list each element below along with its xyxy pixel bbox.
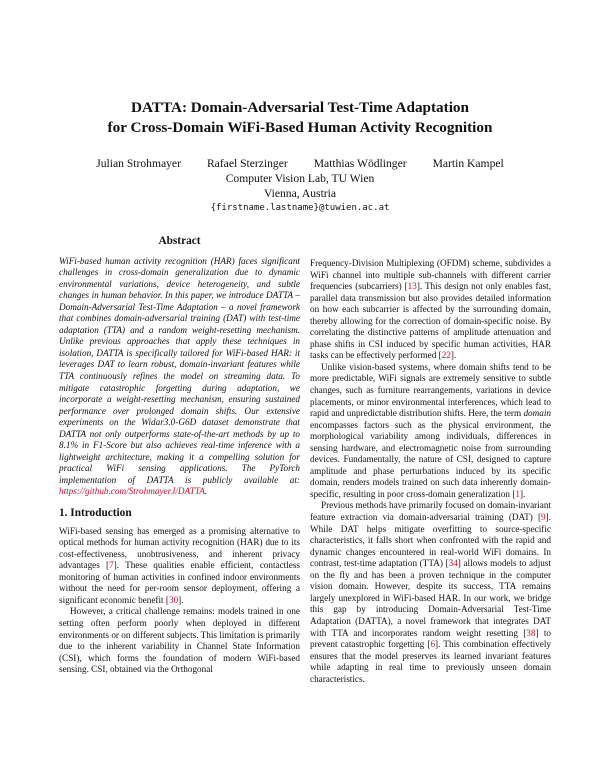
text-span: Previous methods have primarily focused on domain-invariant feature extraction via domain-adversarial training (DAT) [: [310, 500, 551, 523]
right-column: [310, 258, 551, 685]
text-span: ]. While DAT helps mitigate overfitting to source-specific characteristics, it falls short when confronted with the rapid and dynamic changes encountered in real-world WiFi domains. In contrast, test-time adaptation (TTA) [: [310, 512, 551, 569]
introduction-heading: 1. Introduction: [59, 507, 132, 520]
intro-paragraph-3: [310, 258, 551, 362]
citation-link[interactable]: 30: [168, 594, 179, 605]
text-span: ]. This design not only enables fast, parallel data transmission but also provides detailed information on how each subcarrier is affected by the surrounding domain, thereby allowing for the correction of domain-specific noise. By correlating the distinctive patterns of amplitude attenuation and phase shifts in CSI induced by specific human activities, HAR tasks can be effectively performed [: [310, 281, 552, 361]
text-span: ]. These qualities enable efficient, contactless monitoring of human activities in confined indoor environments without the need for per-room sensor deployment, offering a significant economic benefit [: [59, 560, 301, 605]
affiliation-city: Vienna, Austria: [263, 186, 337, 200]
text-span: encompasses factors such as the physical environment, the morphological variability among individuals, differences in sensing hardware, and electromagnetic noise from surrounding devices. Fundamentally, the nature of CSI, designed to capture amplitude and phase perturbations induced by its specific domain, renders models trained on such data inherently domain-specific, resulting in poor cross-domain generalization [: [310, 419, 551, 499]
abstract-text: [59, 256, 300, 498]
author-name: Martin Kampel: [432, 157, 504, 170]
abstract-body: WiFi-based human activity recognition (HAR) faces significant challenges in cross-domain generalization due to dynamic environmental variations, device heterogeneity, and subtle changes in human behavior. In this paper, we introduce DATTA – Domain-Adversarial Test-Time Adaptation – a novel framework that combines domain-adversarial training (DAT) with test-time adaptation (TTA) and a random weight-resetting mechanism. Unlike previous approaches that apply these techniques in isolation, DATTA is specifically tailored for WiFi-based HAR: it leverages DAT to learn robust, domain-invariant features while TTA continuously refines the model on streaming data. To mitigate catastrophic forgetting during adaptation, we incorporate a weight-resetting mechanism, ensuring sustained performance over prolonged domain shifts. Our extensive experiments on the Widar3.0-G6D dataset demonstrate that DATTA not only outperforms state-of-the-art methods by up to 8.1% in F1-Score but also achieves real-time inference with a lightweight architecture, making it a compelling solution for practical WiFi sensing applications. The PyTorch implementation of DATTA is publicly available at:: [59, 255, 300, 485]
intro-paragraph-5: [310, 500, 551, 685]
citation-link[interactable]: 22: [441, 350, 451, 361]
emphasis-text: domain: [523, 408, 551, 419]
affiliation: [60, 172, 540, 201]
author-email: {firstname.lastname}@tuwien.ac.at: [210, 203, 390, 213]
author-list: [60, 157, 540, 171]
text-span: ].: [519, 488, 526, 499]
text-span: Unlike vision-based systems, where domain shifts tend to be more predictable, WiFi signals are extremely sensitive to subtle changes, such as furniture rearrangements, variations in device placements, or minor environmental interferences, which lead to rapid and unpredictable distribution shifts. Here, the term: [310, 361, 551, 419]
citation-link[interactable]: 13: [407, 281, 417, 292]
title-line-2: for Cross-Domain WiFi-Based Human Activity Recognition: [107, 119, 493, 136]
citation-link[interactable]: 1: [515, 488, 520, 499]
github-link[interactable]: https://github.com/StrohmayerJ/DATTA: [59, 486, 205, 497]
abstract-heading: Abstract: [158, 235, 201, 247]
affiliation-lab: Computer Vision Lab, TU Wien: [225, 172, 375, 185]
text-span: ].: [450, 350, 457, 361]
text-span: Frequency-Division Multiplexing (OFDM) scheme, subdivides a WiFi channel into multiple sub-channels with different carrier frequencies (subcarriers) [: [310, 258, 551, 292]
citation-link[interactable]: 6: [430, 639, 436, 650]
abstract-end: .: [204, 486, 208, 497]
citation-link[interactable]: 38: [526, 627, 536, 638]
author-name: Rafael Sterzinger: [206, 157, 288, 170]
intro-paragraph-4: [310, 362, 551, 501]
left-column: [59, 236, 300, 676]
title-line-1: DATTA: Domain-Adversarial Test-Time Adaptation: [131, 99, 469, 116]
intro-paragraph-2: However, a critical challenge remains: models trained in one setting often perform poorly when deployed in different environments or on different subjects. This limitation is primarily due to the inherent variability in Channel State Information (CSI), which forms the foundation of modern WiFi-based sensing. CSI, obtained via the Orthogonal: [59, 606, 300, 675]
text-span: ] to prevent catastrophic forgetting [: [310, 627, 551, 650]
text-span: ] allows models to adjust on the fly and has been a proven technique in the computer vision domain. However, despite its success, TTA remains largely unexplored in WiFi-based HAR. In our work, we bridge this gap by introducing Domain-Adversarial Test-Time Adaptation (DATTA), a novel framework that integrates DAT with TTA and incorporates random weight resetting [: [310, 558, 551, 638]
citation-link[interactable]: 9: [541, 512, 546, 523]
citation-link[interactable]: 7: [109, 560, 114, 571]
intro-paragraph-1: [59, 526, 300, 607]
text-span: WiFi-based sensing has emerged as a promising alternative to optical methods for human activity recognition (HAR) due to its cost-effectiveness, unobtrusiveness, and inherent privacy advantages [: [59, 525, 300, 571]
text-span: ]. This combination effectively ensures that the model preserves its learned invariant features while adapting in real time to previously unseen domain characteristics.: [310, 639, 551, 684]
text-span: ].: [178, 594, 184, 605]
citation-link[interactable]: 34: [448, 558, 458, 569]
paper-title: [60, 98, 540, 138]
author-name: Julian Strohmayer: [96, 157, 181, 170]
author-name: Matthias Wödlinger: [313, 157, 407, 170]
